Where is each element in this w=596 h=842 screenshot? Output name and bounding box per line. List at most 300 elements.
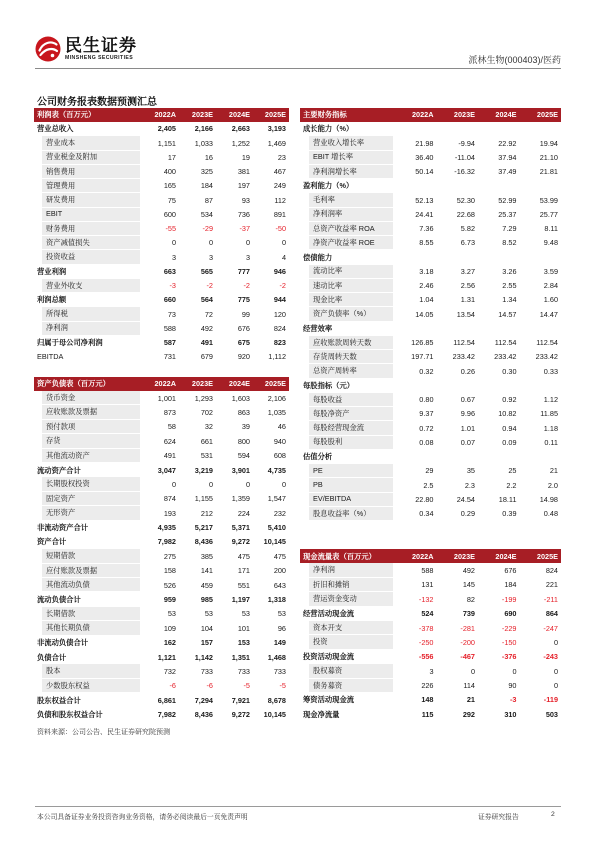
- row-value: 18.11: [498, 494, 517, 504]
- row-value: -55: [165, 224, 176, 234]
- data-source-note: 资料来源：公司公告、民生证券研究院预测: [37, 729, 170, 736]
- row-value: -5: [279, 681, 286, 691]
- row-value: 6,861: [157, 695, 176, 705]
- table-title: 现金流量表（百万元）: [303, 551, 376, 561]
- row-label: 净资产收益率 ROE: [309, 236, 393, 249]
- table-header-row: [34, 108, 289, 122]
- page-number: 2: [551, 811, 555, 818]
- row-value: 946: [273, 266, 286, 276]
- row-value: 197: [237, 181, 250, 191]
- row-label: 非流动资产合计: [37, 523, 89, 533]
- row-value: 0.72: [419, 423, 434, 433]
- row-value: 2,405: [157, 124, 176, 134]
- table-row: [300, 650, 561, 664]
- row-value: 7,921: [231, 695, 250, 705]
- row-value: -5: [243, 681, 250, 691]
- table-row: [34, 307, 289, 321]
- row-value: 1,252: [231, 138, 250, 148]
- table-row: [34, 564, 289, 578]
- row-value: 0: [553, 666, 558, 676]
- row-value: -9.94: [458, 138, 475, 148]
- row-value: -150: [501, 637, 517, 647]
- table-row: [34, 621, 289, 635]
- row-value: 50.14: [415, 167, 434, 177]
- row-label: 净利润: [42, 322, 140, 335]
- table-row: [34, 449, 289, 463]
- row-value: 736: [237, 209, 250, 219]
- row-value: 624: [163, 436, 176, 446]
- row-value: -6: [169, 681, 176, 691]
- row-value: 534: [200, 209, 213, 219]
- row-value: 9.48: [543, 238, 558, 248]
- table-row: [34, 477, 289, 491]
- row-value: 0.34: [419, 509, 434, 519]
- row-value: 1.12: [543, 395, 558, 405]
- row-value: 944: [273, 295, 286, 305]
- table-row: [300, 478, 561, 492]
- table-row: [300, 407, 561, 421]
- row-value: 777: [237, 266, 250, 276]
- row-value: 2.46: [419, 281, 434, 291]
- row-label: 流动资产合计: [37, 465, 81, 475]
- row-value: 594: [237, 451, 250, 461]
- row-value: 22.80: [415, 494, 434, 504]
- row-label: 现金净流量: [303, 709, 340, 719]
- row-value: 1,547: [267, 494, 286, 504]
- row-value: 0.32: [419, 366, 434, 376]
- row-value: 14.47: [539, 309, 558, 319]
- row-value: 0: [281, 479, 286, 489]
- table-row: [34, 193, 289, 207]
- row-value: 99: [241, 309, 250, 319]
- row-value: 171: [237, 566, 250, 576]
- table-row: [34, 506, 289, 520]
- row-value: 0.29: [460, 509, 475, 519]
- row-value: 2,663: [231, 124, 250, 134]
- row-value: 3: [245, 252, 250, 262]
- table-header-year: 2024E: [495, 110, 517, 120]
- table-row: [34, 679, 289, 693]
- row-value: 112.54: [536, 338, 558, 348]
- row-value: 643: [273, 580, 286, 590]
- row-value: 864: [545, 609, 558, 619]
- row-value: 39: [241, 422, 250, 432]
- row-value: -467: [460, 652, 475, 662]
- table-row: [300, 293, 561, 307]
- row-label: 短期借款: [42, 549, 140, 562]
- table-header-year: 2024E: [495, 551, 517, 561]
- row-value: -229: [501, 623, 517, 633]
- minsheng-logo-icon: [35, 36, 61, 62]
- row-value: 2.55: [502, 281, 517, 291]
- row-value: 36.40: [415, 152, 434, 162]
- row-value: 2,106: [267, 393, 286, 403]
- table-header-year: 2025E: [536, 551, 558, 561]
- row-value: 53.99: [539, 195, 558, 205]
- table-row: [34, 279, 289, 293]
- row-value: 115: [421, 709, 434, 719]
- row-value: 492: [462, 565, 475, 575]
- row-value: 8,436: [194, 537, 213, 547]
- row-value: 21: [466, 695, 475, 705]
- row-value: 0.07: [460, 437, 475, 447]
- row-value: 19.94: [539, 138, 558, 148]
- table-row: [300, 136, 561, 150]
- row-value: 14.57: [498, 309, 517, 319]
- table-row: [300, 679, 561, 693]
- row-value: 0: [208, 479, 213, 489]
- row-value: 863: [237, 407, 250, 417]
- row-value: 75: [167, 195, 176, 205]
- row-label: 营业收入增长率: [309, 136, 393, 149]
- row-value: -2: [206, 281, 213, 291]
- row-value: 1.60: [543, 295, 558, 305]
- group-label: 盈利能力（%）: [303, 181, 354, 191]
- row-value: 0.11: [544, 437, 558, 447]
- row-value: 2.0: [547, 480, 558, 490]
- row-value: 679: [200, 352, 213, 362]
- row-label: 负债合计: [37, 652, 67, 662]
- row-value: 0.33: [543, 366, 558, 376]
- row-value: 11.85: [540, 409, 558, 419]
- row-value: 1,318: [267, 595, 286, 605]
- row-value: 8.11: [544, 224, 558, 234]
- row-value: 588: [421, 565, 434, 575]
- table-row: [300, 707, 561, 721]
- table-row: [300, 436, 561, 450]
- row-label: 资产负债率（%）: [309, 307, 393, 320]
- table-header-row: [34, 377, 289, 391]
- table-row: [34, 607, 289, 621]
- table-row: [34, 549, 289, 563]
- row-value: 0: [208, 238, 213, 248]
- row-value: 8.55: [419, 238, 434, 248]
- row-value: 0: [553, 637, 558, 647]
- stock-name-industry: 派林生物(000403)/医药: [468, 55, 561, 65]
- row-value: 3,193: [267, 124, 286, 134]
- row-value: 2.56: [460, 281, 475, 291]
- row-value: -376: [501, 652, 517, 662]
- row-value: 52.99: [498, 195, 517, 205]
- row-value: 0: [281, 238, 286, 248]
- row-value: 73: [167, 309, 176, 319]
- row-value: 1,197: [231, 595, 250, 605]
- row-value: -556: [418, 652, 434, 662]
- table-row: [34, 592, 289, 606]
- row-value: 93: [241, 195, 250, 205]
- row-value: -281: [460, 623, 475, 633]
- row-value: 25: [508, 466, 517, 476]
- table-header-year: 2023E: [453, 551, 475, 561]
- row-value: 46: [277, 422, 286, 432]
- balance-sheet-table: [34, 377, 289, 722]
- table-row: [34, 463, 289, 477]
- table-row: [300, 493, 561, 507]
- row-value: 29: [425, 466, 434, 476]
- table-row: [34, 208, 289, 222]
- table-header-row: [300, 108, 561, 122]
- table-row: [300, 693, 561, 707]
- row-value: 72: [204, 309, 213, 319]
- row-label: EBIT 增长率: [309, 151, 393, 164]
- row-value: 21.10: [539, 152, 558, 162]
- row-label: 研发费用: [42, 193, 140, 206]
- table-row: [34, 492, 289, 506]
- row-value: 310: [504, 709, 517, 719]
- row-value: -199: [501, 594, 517, 604]
- row-value: 9.37: [419, 409, 434, 419]
- row-value: 21.81: [539, 167, 558, 177]
- row-value: 381: [237, 167, 250, 177]
- row-label: 应收账款及票据: [42, 405, 140, 418]
- row-value: 52.13: [415, 195, 434, 205]
- row-value: 1,293: [194, 393, 213, 403]
- row-value: 874: [163, 494, 176, 504]
- table-row: [34, 322, 289, 336]
- row-value: 3: [208, 252, 213, 262]
- footer-report-type: 证券研究报告: [478, 814, 519, 821]
- row-value: 126.85: [411, 338, 434, 348]
- row-value: 891: [273, 209, 286, 219]
- table-row: [34, 664, 289, 678]
- table-row: [300, 421, 561, 435]
- row-value: 0.48: [543, 509, 558, 519]
- income-statement-table: [34, 108, 289, 364]
- row-value: 0.67: [460, 395, 475, 405]
- row-value: 732: [163, 666, 176, 676]
- table-row: [300, 464, 561, 478]
- row-value: 14.98: [539, 494, 558, 504]
- row-value: -132: [418, 594, 434, 604]
- row-value: 23: [277, 152, 286, 162]
- row-value: 2.5: [423, 480, 434, 490]
- row-value: 22.68: [456, 209, 475, 219]
- row-value: 149: [273, 638, 286, 648]
- row-value: 112.54: [494, 338, 517, 348]
- row-value: 52.30: [456, 195, 475, 205]
- row-value: 53: [277, 609, 286, 619]
- row-value: 1,468: [267, 652, 286, 662]
- table-row: [300, 151, 561, 165]
- row-label: 资产合计: [37, 537, 67, 547]
- row-label: 营业税金及附加: [42, 151, 140, 164]
- row-value: 8.52: [502, 238, 517, 248]
- table-group-row: [300, 250, 561, 264]
- row-label: 股息收益率（%）: [309, 507, 393, 520]
- row-label: 利润总额: [37, 295, 67, 305]
- group-label: 经营效率: [303, 323, 333, 333]
- table-row: [34, 222, 289, 236]
- row-value: 8,678: [267, 695, 286, 705]
- row-value: 0.94: [502, 423, 517, 433]
- table-header-year: 2023E: [191, 379, 213, 389]
- row-value: -243: [543, 652, 558, 662]
- row-label: EBITDA: [37, 352, 64, 362]
- row-value: 920: [237, 352, 250, 362]
- row-value: -2: [243, 281, 250, 291]
- table-row: [300, 208, 561, 222]
- row-label: 速动比率: [309, 279, 393, 292]
- row-value: 608: [273, 451, 286, 461]
- row-value: 7.29: [502, 224, 517, 234]
- row-value: 141: [200, 566, 213, 576]
- row-value: 3.26: [502, 266, 517, 276]
- table-row: [34, 405, 289, 419]
- row-value: 24.41: [415, 209, 434, 219]
- table-group-row: [300, 450, 561, 464]
- row-value: 37.94: [498, 152, 517, 162]
- row-value: 120: [273, 309, 286, 319]
- row-value: 1,155: [194, 494, 213, 504]
- row-value: 733: [200, 666, 213, 676]
- row-value: 32: [204, 422, 213, 432]
- row-label: 资本开支: [309, 621, 393, 634]
- table-title: 利润表（百万元）: [37, 110, 96, 120]
- row-value: 824: [545, 565, 558, 575]
- row-value: 1,001: [157, 393, 176, 403]
- row-label: 总资产收益率 ROA: [309, 222, 393, 235]
- row-label: 营业利润: [37, 266, 67, 276]
- row-label: 其他流动负债: [42, 578, 140, 591]
- row-value: 491: [200, 338, 213, 348]
- group-label: 偿债能力: [303, 252, 333, 262]
- row-value: 475: [273, 551, 286, 561]
- table-header-year: 2025E: [264, 110, 286, 120]
- row-value: -11.04: [454, 152, 475, 162]
- row-value: 19: [241, 152, 250, 162]
- table-row: [34, 236, 289, 250]
- row-value: -378: [418, 623, 434, 633]
- row-value: 145: [462, 580, 475, 590]
- row-value: 660: [163, 295, 176, 305]
- footer-disclaimer: 本公司具备证券业务投资咨询业务资格，请务必阅读最后一页免责声明: [37, 814, 248, 821]
- row-label: PB: [309, 478, 393, 491]
- row-value: 2,166: [194, 124, 213, 134]
- table-row: [34, 650, 289, 664]
- row-value: 824: [273, 323, 286, 333]
- row-value: 10.82: [498, 409, 517, 419]
- table-row: [34, 250, 289, 264]
- row-label: 存货周转天数: [309, 350, 393, 363]
- row-value: 9,272: [231, 537, 250, 547]
- table-row: [34, 265, 289, 279]
- row-value: 3.27: [460, 266, 475, 276]
- row-value: 733: [273, 666, 286, 676]
- table-row: [34, 179, 289, 193]
- row-value: 17: [167, 152, 176, 162]
- table-row: [300, 236, 561, 250]
- table-header-year: 2023E: [191, 110, 213, 120]
- row-value: 0: [171, 479, 176, 489]
- row-value: 676: [237, 323, 250, 333]
- row-label: 毛利率: [309, 193, 393, 206]
- row-value: 53: [241, 609, 250, 619]
- row-label: 每股净资产: [309, 407, 393, 420]
- row-value: 7,294: [194, 695, 213, 705]
- row-value: 109: [163, 623, 176, 633]
- key-indicators-table: [300, 108, 561, 521]
- row-value: 21: [549, 466, 558, 476]
- row-value: 565: [200, 266, 213, 276]
- table-row: [34, 391, 289, 405]
- table-header-year: 2023E: [453, 110, 475, 120]
- table-row: [34, 535, 289, 549]
- row-value: 959: [163, 595, 176, 605]
- row-value: 2.2: [506, 480, 517, 490]
- row-value: 5,217: [194, 523, 213, 533]
- row-label: 净利润: [309, 563, 393, 576]
- row-value: 24.54: [456, 494, 475, 504]
- row-label: EBIT: [42, 208, 140, 221]
- row-value: 600: [163, 209, 176, 219]
- row-label: 销售费用: [42, 165, 140, 178]
- row-label: 预付款项: [42, 420, 140, 433]
- row-value: 233.42: [535, 352, 558, 362]
- table-row: [300, 621, 561, 635]
- row-label: 所得税: [42, 307, 140, 320]
- table-row: [300, 165, 561, 179]
- row-value: 96: [277, 623, 286, 633]
- table-row: [300, 193, 561, 207]
- row-value: 5,371: [231, 523, 250, 533]
- table-row: [34, 136, 289, 150]
- row-value: 226: [421, 681, 434, 691]
- row-value: 2.3: [464, 480, 475, 490]
- row-label: 负债和股东权益合计: [37, 710, 103, 720]
- row-value: 1,351: [231, 652, 250, 662]
- row-value: 588: [163, 323, 176, 333]
- table-row: [34, 350, 289, 364]
- row-value: 491: [163, 451, 176, 461]
- table-row: [34, 293, 289, 307]
- table-header-year: 2025E: [264, 379, 286, 389]
- row-value: 13.54: [456, 309, 475, 319]
- row-label: 资产减值损失: [42, 236, 140, 249]
- table-row: [300, 563, 561, 577]
- row-value: 1,603: [231, 393, 250, 403]
- row-value: 37.49: [498, 167, 517, 177]
- row-value: 197.71: [411, 352, 434, 362]
- row-value: -3: [510, 695, 517, 705]
- header-divider: [35, 68, 561, 69]
- row-value: 0: [512, 666, 517, 676]
- table-header-year: 2022A: [411, 110, 434, 120]
- row-value: 131: [421, 580, 434, 590]
- row-value: 1,142: [194, 652, 213, 662]
- table-row: [34, 521, 289, 535]
- row-value: 1,033: [194, 138, 213, 148]
- row-label: 净利润增长率: [309, 165, 393, 178]
- logo-chinese-name: 民生证券: [65, 36, 137, 55]
- row-value: 524: [421, 609, 434, 619]
- row-value: 661: [200, 436, 213, 446]
- row-value: 3,901: [231, 465, 250, 475]
- row-value: 0.80: [419, 395, 434, 405]
- row-value: 459: [200, 580, 213, 590]
- table-row: [34, 636, 289, 650]
- row-value: 1.34: [502, 295, 517, 305]
- row-value: 114: [463, 681, 475, 691]
- row-value: 467: [273, 167, 286, 177]
- row-value: 531: [200, 451, 213, 461]
- row-value: -6: [206, 681, 213, 691]
- row-value: 0.30: [502, 366, 517, 376]
- row-label: 长期借款: [42, 607, 140, 620]
- table-row: [300, 364, 561, 378]
- table-row: [300, 578, 561, 592]
- row-value: 2.84: [543, 281, 558, 291]
- row-value: 0: [245, 238, 250, 248]
